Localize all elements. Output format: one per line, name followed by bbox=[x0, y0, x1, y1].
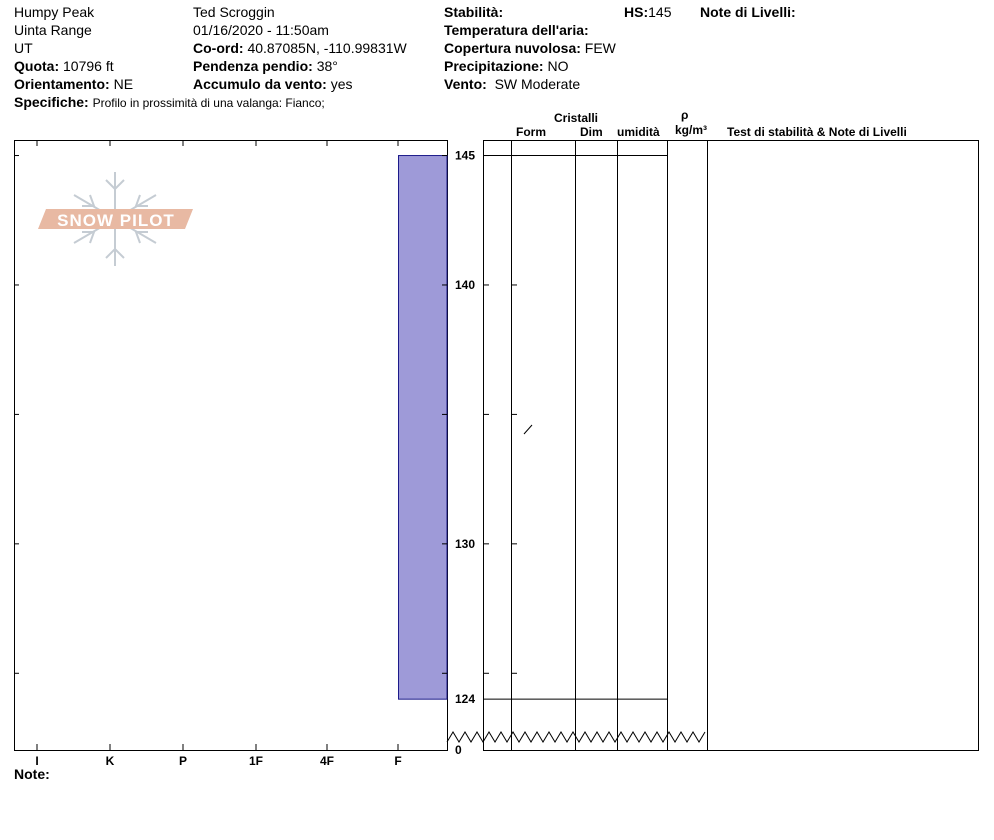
depth-label-140: 140 bbox=[455, 277, 476, 292]
wind: Vento: SW Moderate bbox=[444, 76, 581, 92]
logo-text: SNOW PILOT bbox=[57, 211, 175, 230]
moisture-header: umidità bbox=[617, 125, 660, 139]
hardness-label-I: I bbox=[35, 754, 39, 768]
wind-loading: Accumulo da vento: yes bbox=[193, 76, 353, 92]
layer-bar-0 bbox=[399, 156, 448, 700]
air-temp-label: Temperatura dell'aria: bbox=[444, 22, 589, 38]
elevation: Quota: 10796 ft bbox=[14, 58, 114, 74]
crystal-chart-frame bbox=[484, 141, 979, 751]
observer: Ted Scroggin bbox=[193, 4, 275, 20]
slope: Pendenza pendio: 38° bbox=[193, 58, 338, 74]
range: Uinta Range bbox=[14, 22, 92, 38]
datetime: 01/16/2020 - 11:50am bbox=[193, 22, 329, 38]
snow-height: HS:145 bbox=[624, 4, 672, 20]
hardness-label-1F: 1F bbox=[248, 754, 264, 768]
aspect: Orientamento: NE bbox=[14, 76, 134, 92]
density-unit: kg/m³ bbox=[675, 123, 708, 137]
hardness-label-4F: 4F bbox=[319, 754, 335, 768]
location: Humpy Peak bbox=[14, 4, 95, 20]
hardness-label-F: F bbox=[394, 754, 402, 768]
form-header: Form bbox=[516, 125, 546, 139]
hardness-label-K: K bbox=[105, 754, 115, 768]
size-header: Dim bbox=[580, 125, 603, 139]
density-symbol: ρ bbox=[681, 108, 689, 122]
precipitation: Precipitazione: NO bbox=[444, 58, 569, 74]
cloud-cover: Copertura nuvolosa: FEW bbox=[444, 40, 616, 56]
notes-label: Note: bbox=[14, 766, 50, 782]
hardness-chart-frame bbox=[15, 141, 448, 751]
crystals-header: Cristalli bbox=[554, 111, 599, 125]
hardness-label-P: P bbox=[178, 754, 188, 768]
specifics: Specifiche: Profilo in prossimità di una valanga: Fianco; bbox=[14, 94, 325, 110]
depth-label-145: 145 bbox=[455, 148, 476, 163]
depth-label-0: 0 bbox=[455, 743, 462, 757]
state: UT bbox=[14, 40, 33, 56]
tests-header: Test di stabilità & Note di Livelli bbox=[727, 125, 907, 139]
stability-label: Stabilità: bbox=[444, 4, 504, 20]
coordinates: Co-ord: 40.87085N, -110.99831W bbox=[193, 40, 407, 56]
depth-label-130: 130 bbox=[455, 536, 476, 551]
depth-label-124: 124 bbox=[455, 692, 476, 707]
crystal-form-symbol bbox=[524, 425, 532, 434]
layer-notes-label: Note di Livelli: bbox=[700, 4, 796, 20]
